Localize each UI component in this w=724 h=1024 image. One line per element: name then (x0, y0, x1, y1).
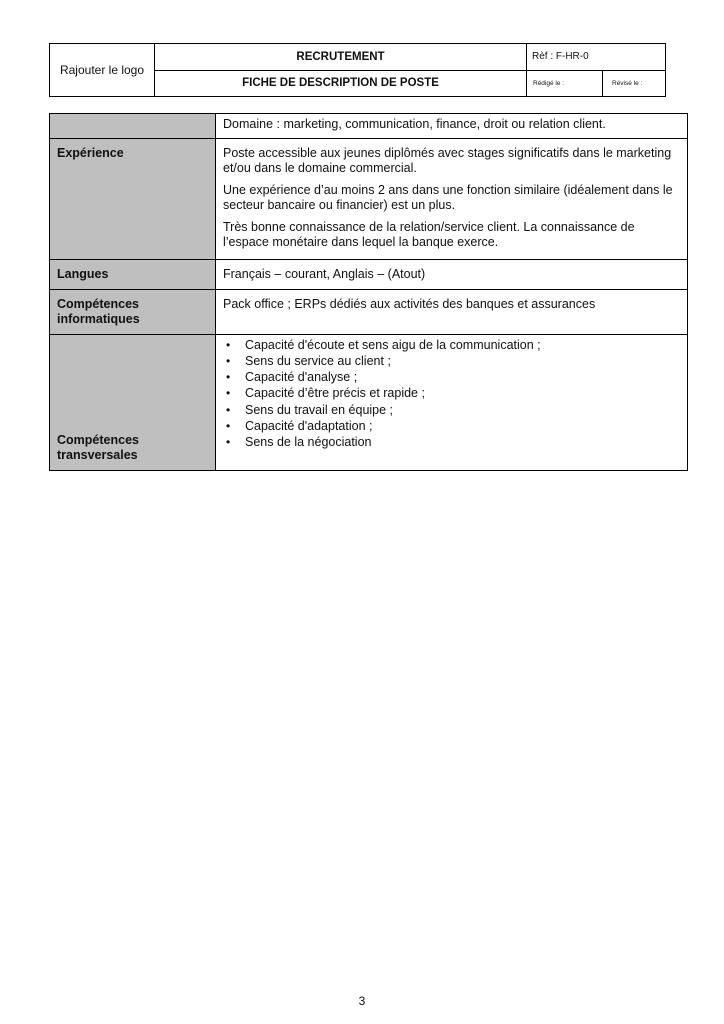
row-label-transversales: Compétences transversales (50, 334, 216, 470)
bullet-icon: • (226, 402, 231, 417)
list-item (223, 353, 680, 369)
bullet-icon: • (226, 353, 231, 368)
list-item (223, 418, 680, 434)
job-description-table (49, 113, 688, 471)
row-label-experience: Expérience (50, 138, 216, 259)
header-main (155, 44, 665, 96)
header-row-top (155, 44, 665, 71)
page-number: 3 (358, 994, 366, 1008)
row-content-domaine (216, 114, 688, 139)
list-item (223, 385, 680, 401)
paragraph: Domaine : marketing, communication, finance, droit ou relation client. (223, 117, 606, 131)
row-label-langues: Langues (50, 259, 216, 289)
redige-label: Rédigé le : (527, 71, 603, 97)
list-item-text: Capacité d'analyse ; (245, 370, 358, 385)
list-item-text: Sens de la négociation (245, 435, 372, 450)
document-header (49, 43, 666, 97)
logo-placeholder (50, 44, 155, 96)
bullet-icon: • (226, 418, 231, 433)
document-subtitle: FICHE DE DESCRIPTION DE POSTE (155, 71, 527, 97)
list-item (223, 369, 680, 385)
list-item-text: Sens du service au client ; (245, 353, 391, 368)
list-item-text: Sens du travail en équipe ; (245, 402, 394, 417)
paragraph: Poste accessible aux jeunes diplômés avec stages significatifs dans le marketing et/ou dans le domaine commercial. (223, 145, 672, 175)
row-label (50, 114, 216, 139)
paragraph: Pack office ; ERPs dédiés aux activités des banques et assurances (223, 296, 596, 311)
bullet-icon: • (226, 337, 231, 352)
row-content-langues (216, 259, 688, 289)
row-label-informatique: Compétences informatiques (50, 289, 216, 334)
logo-placeholder-text: Rajouter le logo (59, 63, 145, 77)
row-content-experience (216, 138, 688, 259)
list-item (223, 402, 680, 418)
list-item-text: Capacité d’être précis et rapide ; (245, 386, 425, 401)
reference-label: Rèf : F-HR-0 (532, 51, 589, 63)
list-item (223, 434, 680, 450)
paragraph: Français – courant, Anglais – (Atout) (223, 266, 426, 281)
header-row-bottom (155, 71, 665, 97)
table-row-transversales (50, 334, 688, 470)
bullet-icon: • (226, 386, 231, 401)
document-title: RECRUTEMENT (155, 44, 527, 70)
table-row-informatique (50, 289, 688, 334)
revise-label: Révisé le : (612, 79, 643, 87)
row-content-informatique (216, 289, 688, 334)
paragraph: Une expérience d’au moins 2 ans dans une fonction similaire (idéalement dans le secteur bancaire ou financier) est un plus. (223, 182, 673, 212)
table-row-domaine (50, 114, 688, 139)
list-item-text: Capacité d'adaptation ; (245, 418, 373, 433)
bullet-list (223, 337, 680, 451)
row-content-transversales (216, 334, 688, 470)
table-row-experience (50, 138, 688, 259)
list-item-text: Capacité d'écoute et sens aigu de la communication ; (245, 337, 541, 352)
table-row-langues (50, 259, 688, 289)
bullet-icon: • (226, 435, 231, 450)
bullet-icon: • (226, 370, 231, 385)
paragraph: Très bonne connaissance de la relation/service client. La connaissance de l’espace monétaire dans lequel la banque exerce. (223, 219, 635, 249)
list-item (223, 337, 680, 353)
